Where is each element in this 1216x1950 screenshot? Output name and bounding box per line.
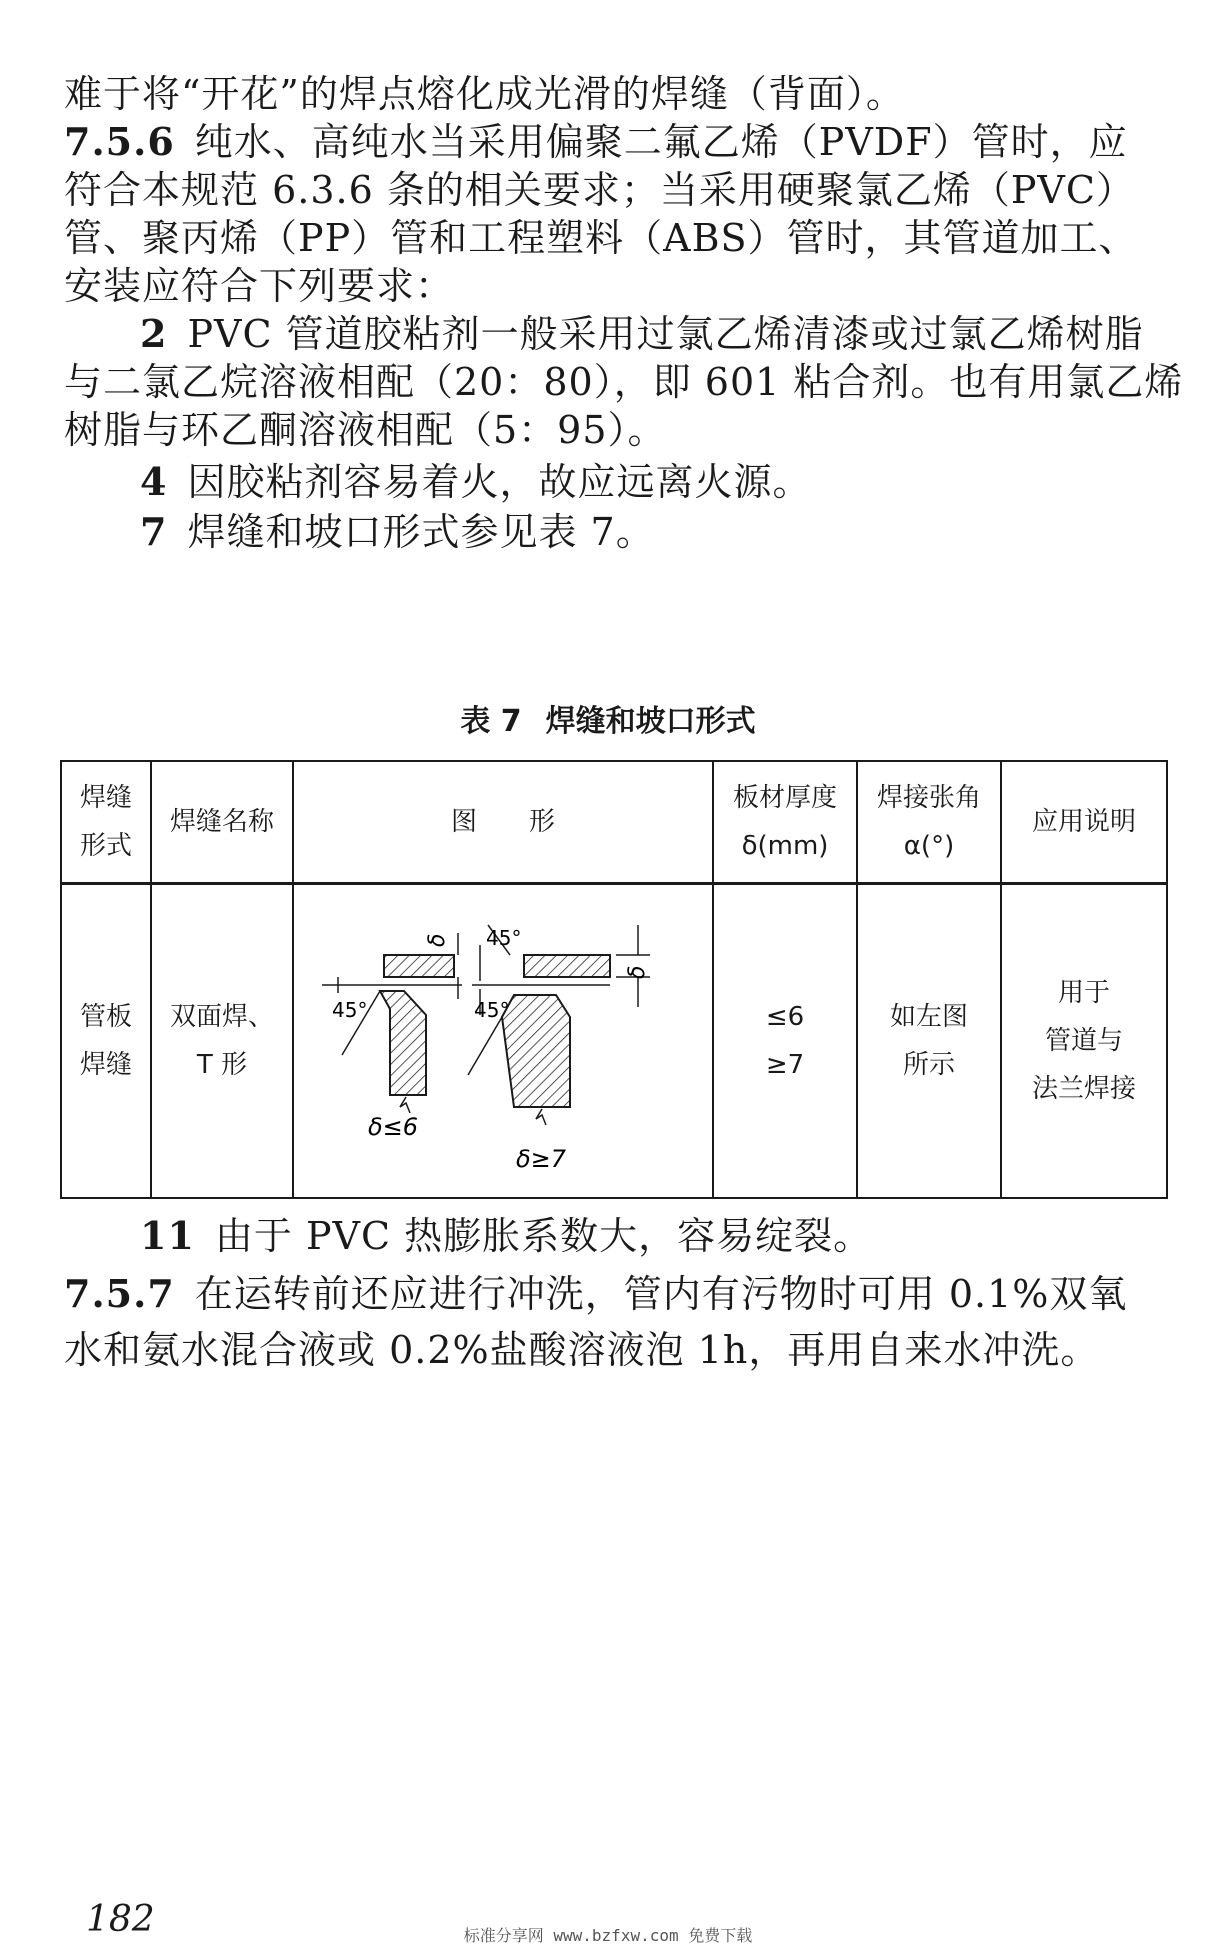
- table-row: [61, 883, 1167, 1198]
- item-number: 4: [140, 459, 168, 504]
- paragraph-line: 难于将“开花”的焊点熔化成光滑的焊缝（背面）。: [64, 72, 905, 116]
- header-weld-form: 焊缝 形式: [61, 761, 151, 883]
- clause-number: 7.5.6: [64, 119, 175, 164]
- clause-7-5-7-line: [64, 1270, 1127, 1318]
- table-title: 焊缝和坡口形式: [545, 704, 756, 739]
- left-caption: δ≤6: [368, 1112, 419, 1141]
- paragraph-line: 管、聚丙烯（PP）管和工程塑料（ABS）管时，其管道加工、: [64, 216, 1138, 260]
- right-caption: δ≥7: [516, 1144, 567, 1173]
- item-2-line: [140, 310, 1144, 358]
- page-number: 182: [86, 1899, 155, 1940]
- paragraph-line: 与二氯乙烷溶液相配（20：80），即 601 粘合剂。也有用氯乙烯: [64, 360, 1184, 404]
- weld-diagram: [298, 885, 714, 1181]
- right-joint-diagram: [468, 925, 650, 1173]
- cell-thickness: ≤6 ≥7: [713, 883, 857, 1198]
- table-caption: [0, 702, 1216, 742]
- cell-angle: 如左图 所示: [857, 883, 1001, 1198]
- header-usage: 应用说明: [1001, 761, 1167, 883]
- cell-usage: 用于 管道与 法兰焊接: [1001, 883, 1167, 1198]
- right-pipe: [502, 995, 570, 1107]
- header-figure: 图 形: [293, 761, 713, 883]
- item-number: 11: [140, 1213, 195, 1258]
- cell-weld-form: 管板 焊缝: [61, 883, 151, 1198]
- left-angle-label: 45°: [332, 997, 368, 1022]
- item-4-line: [140, 458, 811, 506]
- clause-text: 纯水、高纯水当采用偏聚二氟乙烯（PVDF）管时，应: [194, 120, 1128, 164]
- left-joint-diagram: [322, 933, 462, 1141]
- left-plate: [384, 955, 454, 977]
- watermark-footer: 标准分享网 www.bzfxw.com 免费下载: [463, 1926, 753, 1945]
- clause-number: 7.5.7: [64, 1271, 175, 1316]
- right-delta-label: δ: [625, 965, 650, 979]
- item-text: 焊缝和坡口形式参见表 7。: [187, 510, 655, 554]
- left-delta-label: δ: [425, 933, 450, 947]
- paragraph-line: 安装应符合下列要求：: [64, 264, 455, 308]
- right-top-angle-label: 45°: [486, 925, 522, 950]
- table-header-row: [61, 761, 1167, 883]
- clause-text: 在运转前还应进行冲洗，管内有污物时可用 0.1%双氧: [194, 1272, 1128, 1316]
- left-pipe: [380, 991, 426, 1095]
- item-11-line: [140, 1212, 872, 1260]
- right-bottom-angle-label: 45°: [474, 997, 510, 1022]
- right-plate: [524, 955, 610, 977]
- right-bottom-bevel: [468, 1017, 502, 1075]
- item-text: 因胶粘剂容易着火，故应远离火源。: [187, 460, 812, 504]
- table-number: 表 7: [460, 704, 522, 739]
- header-angle: 焊接张角 α(°): [857, 761, 1001, 883]
- paragraph-line: 符合本规范 6.3.6 条的相关要求；当采用硬聚氯乙烯（PVC）: [64, 168, 1135, 212]
- paragraph-line: 树脂与环乙酮溶液相配（5：95）。: [64, 408, 667, 452]
- header-thickness: 板材厚度 δ(mm): [713, 761, 857, 883]
- clause-7-5-6-line: [64, 118, 1128, 166]
- item-number: 7: [140, 509, 168, 554]
- item-number: 2: [140, 311, 168, 356]
- item-text: PVC 管道胶粘剂一般采用过氯乙烯清漆或过氯乙烯树脂: [187, 312, 1144, 356]
- cell-figure: [293, 883, 713, 1198]
- right-break-mark: [536, 1109, 546, 1125]
- header-weld-name: 焊缝名称: [151, 761, 293, 883]
- left-break-mark: [400, 1097, 410, 1113]
- weld-groove-table: [60, 760, 1168, 1199]
- item-text: 由于 PVC 热膨胀系数大，容易绽裂。: [214, 1214, 873, 1258]
- cell-weld-name: 双面焊、 T 形: [151, 883, 293, 1198]
- item-7-line: [140, 508, 655, 556]
- paragraph-line: 水和氨水混合液或 0.2%盐酸溶液泡 1h，再用自来水冲洗。: [64, 1328, 1100, 1372]
